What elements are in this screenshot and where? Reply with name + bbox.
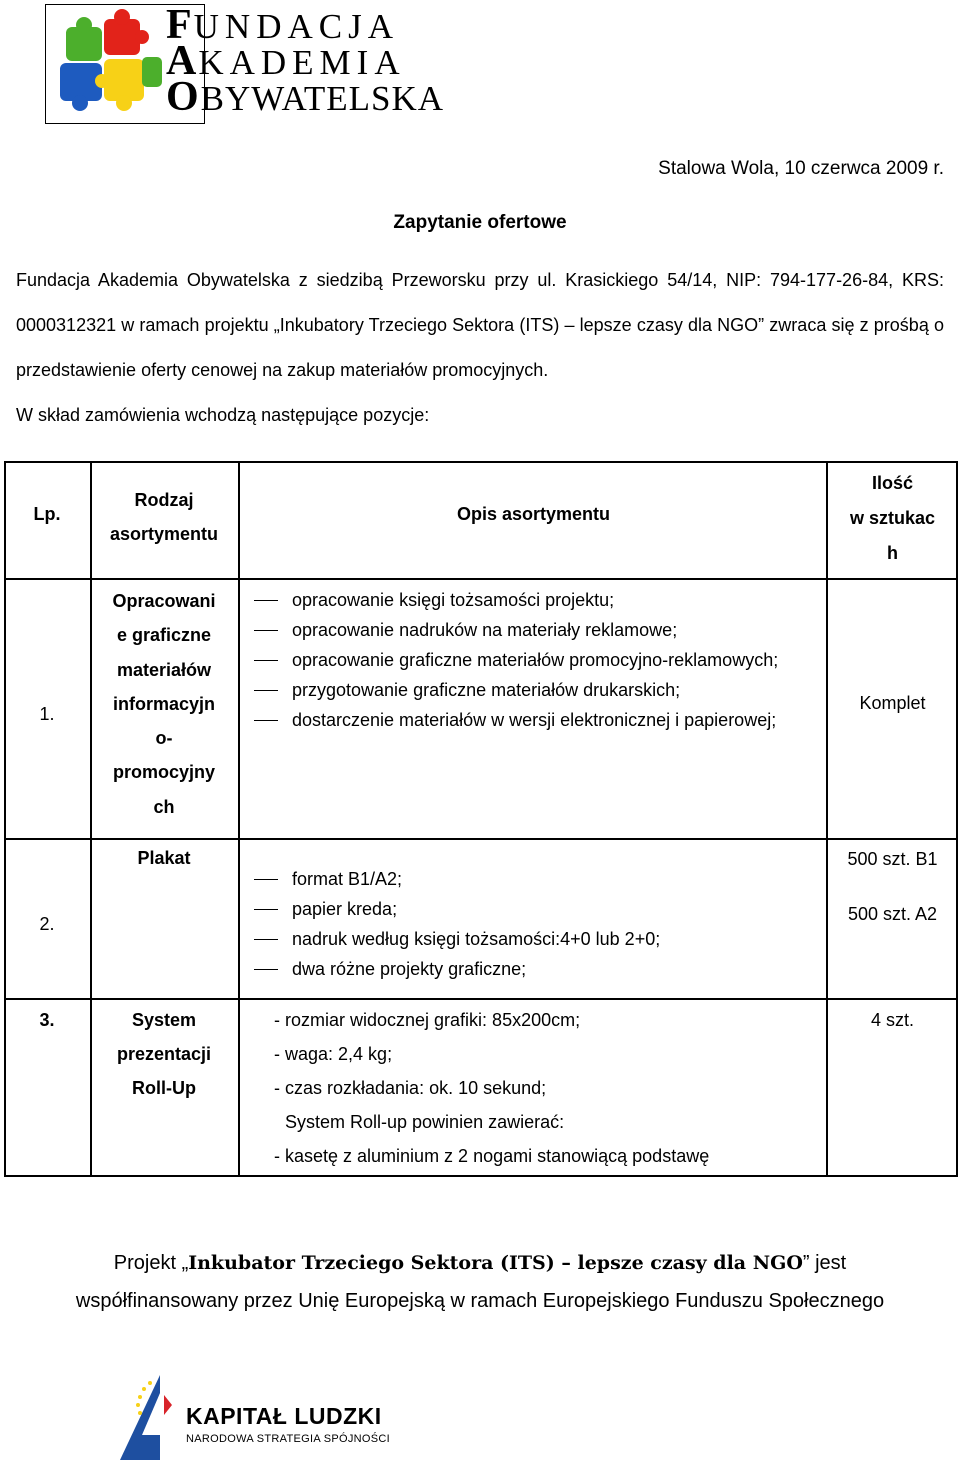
table-border <box>4 998 958 1000</box>
header-opis: Opis asortymentu <box>456 504 611 524</box>
footer-text: ” jest <box>802 1252 847 1274</box>
document-title: Zapytanie ofertowe <box>393 212 567 233</box>
rodzaj-line: e graficzne <box>116 625 212 646</box>
ilosc-line: 500 szt. B1 <box>847 849 938 869</box>
header-rodzaj-line: Rodzaj <box>134 490 194 510</box>
list-item: - kasetę z aluminium z 2 nogami stanowiącą podstawę <box>274 1146 710 1166</box>
rodzaj-line: prezentacji <box>116 1044 212 1064</box>
project-name: Inkubator Trzeciego Sektora (ITS) – lepsze czasy dla NGO <box>188 1252 803 1274</box>
header-ilosc-line: Ilość <box>871 473 914 493</box>
intro-text-2: W skład zamówienia wchodzą następujące pozycje: <box>16 405 430 425</box>
kapital-ludzki-subtitle: NARODOWA STRATEGIA SPÓJNOŚCI <box>186 1433 390 1445</box>
list-item: format B1/A2; <box>254 864 820 894</box>
list-item: dostarczenie materiałów w wersji elektronicznej i papierowej; <box>254 705 820 735</box>
table-border <box>4 578 958 580</box>
row-2-opis-list <box>254 864 820 984</box>
header-rodzaj-line: asortymentu <box>109 524 219 544</box>
rodzaj-line: promocyjny <box>112 762 216 783</box>
rodzaj-line: System <box>131 1010 197 1030</box>
foundation-logo-text: FUNDACJA AKADEMIA OBYWATELSKA <box>166 2 444 120</box>
header-ilosc <box>827 466 958 571</box>
row-2-ilosc <box>827 848 958 925</box>
intro-text: Fundacja Akademia Obywatelska z siedzibą Przeworsku przy ul. Krasickiego 54/14, NIP: 794-177-26-84, KRS: 0000312321 w ramach projektu „Inkubatory Trzeciego Sektora (ITS) – lepsze czasy dla NGO” zwraca się z prośbą o przedstawienie oferty cenowej na zakup materiałów promocyjnych. <box>16 270 944 380</box>
list-item: dwa różne projekty graficzne; <box>254 954 820 984</box>
row-2-lp: 2. <box>39 914 55 934</box>
table-border <box>4 461 6 1177</box>
footer-text: Projekt „ <box>113 1252 189 1274</box>
row-1-rodzaj <box>90 584 238 824</box>
list-item: opracowanie księgi tożsamości projektu; <box>254 585 820 615</box>
header-rodzaj <box>90 483 238 551</box>
table-border <box>238 461 240 1177</box>
rodzaj-line: informacyjn <box>112 693 216 714</box>
rodzaj-line: o- <box>155 728 173 749</box>
table-border <box>4 1175 958 1177</box>
row-2-rodzaj: Plakat <box>137 848 191 868</box>
list-item: opracowanie graficzne materiałów promocyjno-reklamowych; <box>254 645 820 675</box>
list-item: opracowanie nadruków na materiały reklamowe; <box>254 615 820 645</box>
ilosc-line: 500 szt. A2 <box>847 904 938 924</box>
row-3-opis-list <box>274 1003 824 1173</box>
table-border <box>4 461 958 463</box>
list-item: przygotowanie graficzne materiałów drukarskich; <box>254 675 820 705</box>
row-3-lp: 3. <box>39 1010 55 1030</box>
row-1-opis-list <box>254 585 820 735</box>
list-item: papier kreda; <box>254 894 820 924</box>
order-table <box>4 461 958 1177</box>
header-ilosc-line: w sztukac <box>849 508 936 528</box>
date-line: Stalowa Wola, 10 czerwca 2009 r. <box>658 158 944 179</box>
list-item: System Roll-up powinien zawierać: <box>285 1112 565 1132</box>
list-item: - waga: 2,4 kg; <box>274 1044 393 1064</box>
project-footer <box>0 1244 960 1320</box>
row-1-lp: 1. <box>39 704 55 724</box>
row-1-ilosc: Komplet <box>859 693 926 713</box>
rodzaj-line: materiałów <box>116 659 212 680</box>
rodzaj-line: ch <box>153 796 175 817</box>
list-item: - czas rozkładania: ok. 10 sekund; <box>274 1078 547 1098</box>
table-border <box>4 838 958 840</box>
footer-line-1 <box>0 1244 960 1282</box>
intro-paragraph <box>16 258 944 438</box>
rodzaj-line: Opracowani <box>112 591 216 611</box>
list-item: - rozmiar widocznej grafiki: 85x200cm; <box>274 1010 581 1030</box>
row-3-rodzaj <box>90 1003 238 1105</box>
row-3-ilosc: 4 szt. <box>870 1010 914 1030</box>
footer-line-2: współfinansowany przez Unię Europejską w ramach Europejskiego Funduszu Społecznego <box>75 1290 885 1312</box>
rodzaj-line: Roll-Up <box>132 1078 196 1098</box>
list-item: nadruk według księgi tożsamości:4+0 lub 2+0; <box>254 924 820 954</box>
header-lp: Lp. <box>33 504 61 524</box>
header-ilosc-line: h <box>887 543 898 563</box>
kapital-ludzki-title: KAPITAŁ LUDZKI <box>186 1403 382 1429</box>
